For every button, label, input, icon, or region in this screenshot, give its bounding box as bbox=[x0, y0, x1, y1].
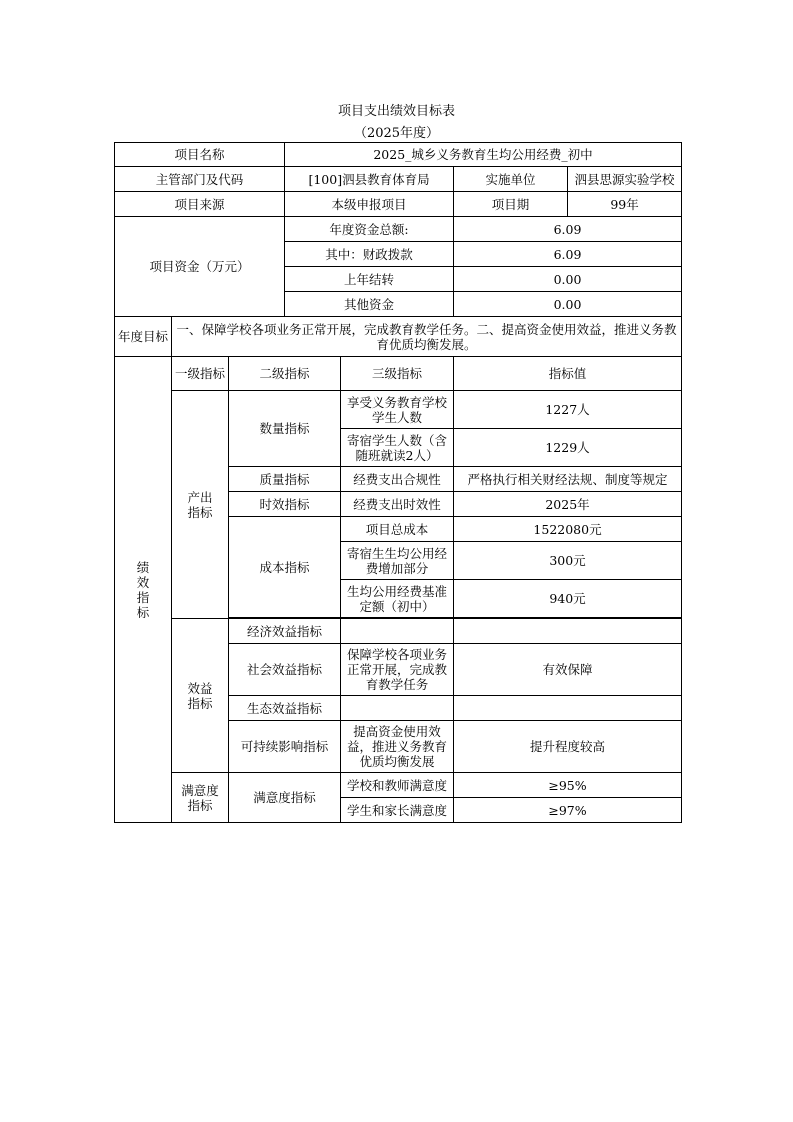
source-label: 项目来源 bbox=[115, 192, 285, 217]
c2-value: 300元 bbox=[454, 542, 682, 580]
q1-value: 1227人 bbox=[454, 391, 682, 429]
benefit-label bbox=[172, 619, 229, 773]
time-label: 时效指标 bbox=[229, 492, 341, 517]
eco-name bbox=[341, 696, 454, 721]
table-row bbox=[115, 619, 682, 644]
fund-total-value: 6.09 bbox=[454, 217, 682, 242]
q2-value: 1229人 bbox=[454, 429, 682, 467]
period-label: 项目期 bbox=[454, 192, 568, 217]
c3-value: 940元 bbox=[454, 580, 682, 618]
annual-goal-label: 年度目标 bbox=[115, 317, 172, 357]
eco-value bbox=[454, 696, 682, 721]
econ-label: 经济效益指标 bbox=[229, 619, 341, 644]
table-row bbox=[115, 217, 682, 242]
header-level2: 二级指标 bbox=[229, 357, 341, 391]
social-name: 保障学校各项业务正常开展，完成教育教学任务 bbox=[341, 644, 454, 696]
social-value: 有效保障 bbox=[454, 644, 682, 696]
table-row bbox=[115, 143, 682, 167]
fund-total-label: 年度资金总额: bbox=[285, 217, 454, 242]
dept-value: [100]泗县教育体育局 bbox=[285, 167, 454, 192]
time-name: 经费支出时效性 bbox=[341, 492, 454, 517]
fund-carryover-value: 0.00 bbox=[454, 267, 682, 292]
fund-other-label: 其他资金 bbox=[285, 292, 454, 317]
output-label bbox=[172, 391, 229, 619]
s2-value: ≥97% bbox=[454, 798, 682, 823]
c2-name: 寄宿生生均公用经费增加部分 bbox=[341, 542, 454, 580]
eco-label: 生态效益指标 bbox=[229, 696, 341, 721]
period-value: 99年 bbox=[568, 192, 682, 217]
econ-value bbox=[454, 619, 682, 644]
sustain-name: 提高资金使用效益，推进义务教育优质均衡发展 bbox=[341, 721, 454, 773]
table-row bbox=[115, 391, 682, 429]
social-label: 社会效益指标 bbox=[229, 644, 341, 696]
quantity-label: 数量指标 bbox=[229, 391, 341, 467]
indicators-label-text: 绩效指标 bbox=[136, 559, 150, 620]
performance-table bbox=[114, 142, 682, 823]
dept-label: 主管部门及代码 bbox=[115, 167, 285, 192]
quality-name: 经费支出合规性 bbox=[341, 467, 454, 492]
sustain-value: 提升程度较高 bbox=[454, 721, 682, 773]
cost-label: 成本指标 bbox=[229, 517, 341, 618]
s2-name: 学生和家长满意度 bbox=[341, 798, 454, 823]
table-row bbox=[115, 773, 682, 798]
c1-name: 项目总成本 bbox=[341, 517, 454, 542]
header-level3: 三级指标 bbox=[341, 357, 454, 391]
c3-name: 生均公用经费基准定额（初中） bbox=[341, 580, 454, 618]
quality-value: 严格执行相关财经法规、制度等规定 bbox=[454, 467, 682, 492]
satisfaction-sub-label: 满意度指标 bbox=[229, 773, 341, 823]
satisfaction-label-text: 满意度指标 bbox=[181, 782, 219, 813]
table-row bbox=[115, 357, 682, 391]
table-row bbox=[115, 317, 682, 357]
fund-carryover-label: 上年结转 bbox=[285, 267, 454, 292]
q1-name: 享受义务教育学校学生人数 bbox=[341, 391, 454, 429]
annual-goal-text: 一、保障学校各项业务正常开展，完成教育教学任务。二、提高资金使用效益，推进义务教育优质均衡发展。 bbox=[172, 317, 682, 357]
header-level1: 一级指标 bbox=[172, 357, 229, 391]
project-name-value: 2025_城乡义务教育生均公用经费_初中 bbox=[285, 143, 682, 167]
econ-name bbox=[341, 619, 454, 644]
fund-other-value: 0.00 bbox=[454, 292, 682, 317]
benefit-label-text: 效益指标 bbox=[187, 680, 213, 711]
output-label-text: 产出指标 bbox=[187, 489, 213, 520]
time-value: 2025年 bbox=[454, 492, 682, 517]
s1-value: ≥95% bbox=[454, 773, 682, 798]
q2-name: 寄宿学生人数（含随班就读2人） bbox=[341, 429, 454, 467]
source-value: 本级申报项目 bbox=[285, 192, 454, 217]
page-subtitle: （2025年度） bbox=[353, 126, 440, 141]
page-title: 项目支出绩效目标表 bbox=[337, 104, 455, 119]
header-value: 指标值 bbox=[454, 357, 682, 391]
indicators-label bbox=[115, 357, 172, 823]
fund-fiscal-value: 6.09 bbox=[454, 242, 682, 267]
fund-fiscal-label: 其中：财政拨款 bbox=[285, 242, 454, 267]
table-row bbox=[115, 167, 682, 192]
c1-value: 1522080元 bbox=[454, 517, 682, 542]
project-name-label: 项目名称 bbox=[115, 143, 285, 167]
s1-name: 学校和教师满意度 bbox=[341, 773, 454, 798]
satisfaction-label bbox=[172, 773, 229, 823]
quality-label: 质量指标 bbox=[229, 467, 341, 492]
funds-label: 项目资金（万元） bbox=[115, 217, 285, 317]
impl-value: 泗县思源实验学校 bbox=[568, 167, 682, 192]
sustain-label: 可持续影响指标 bbox=[229, 721, 341, 773]
table-row bbox=[115, 192, 682, 217]
impl-label: 实施单位 bbox=[454, 167, 568, 192]
